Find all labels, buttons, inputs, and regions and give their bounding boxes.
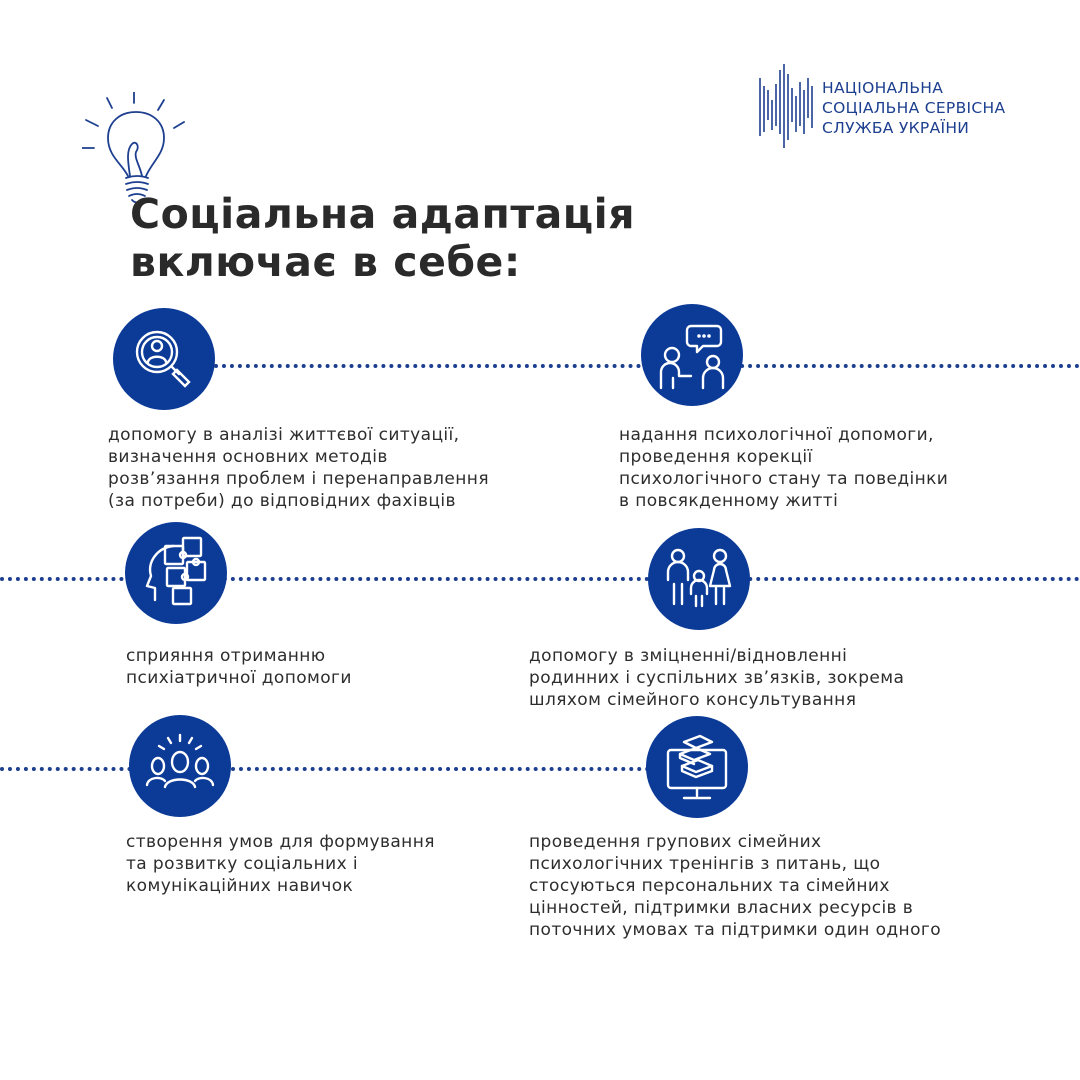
page-title <box>130 190 635 286</box>
item-icon-circle <box>125 522 227 624</box>
item-icon-circle <box>641 304 743 406</box>
magnifier-person-icon <box>113 308 215 410</box>
list-item <box>126 645 352 689</box>
item-text-line: визначення основних методів <box>108 447 388 467</box>
nsss-logo-icon <box>756 60 816 152</box>
item-text-line: сприяння отриманню <box>126 646 326 666</box>
item-text-line: проведення корекції <box>619 447 813 467</box>
item-text-line: цінностей, підтримки власних ресурсів в <box>529 898 914 918</box>
organization-name-line: СЛУЖБА УКРАЇНИ <box>822 119 970 137</box>
item-text-line: комунікаційних навичок <box>126 876 354 896</box>
list-item <box>108 424 489 512</box>
item-text-line: (за потреби) до відповідних фахівців <box>108 491 456 511</box>
item-text-line: та розвитку соціальних і <box>126 854 358 874</box>
consultation-icon <box>641 304 743 406</box>
family-icon <box>648 528 750 630</box>
item-text-line: створення умов для формування <box>126 832 435 852</box>
dotted-divider <box>0 767 650 771</box>
item-icon-circle <box>129 715 231 817</box>
list-item <box>126 831 435 897</box>
item-text-line: допомогу в аналізі життєвої ситуації, <box>108 425 460 445</box>
item-text-line: надання психологічної допомоги, <box>619 425 934 445</box>
list-item <box>529 645 904 711</box>
item-text-line: проведення групових сімейних <box>529 832 822 852</box>
item-text-line: шляхом сімейного консультування <box>529 690 857 710</box>
item-icon-circle <box>648 528 750 630</box>
title-line: включає в себе: <box>130 238 521 286</box>
item-text-line: психіатричної допомоги <box>126 668 352 688</box>
puzzle-head-icon <box>125 522 227 624</box>
item-text-line: поточних умовах та підтримки один одного <box>529 920 942 940</box>
item-text-line: психологічного стану та поведінки <box>619 469 949 489</box>
item-text-line: розв’язання проблем і перенаправлення <box>108 469 489 489</box>
organization-name-line: НАЦІОНАЛЬНА <box>822 79 944 97</box>
organization-name <box>822 78 1005 138</box>
item-text-line: психологічних тренінгів з питань, що <box>529 854 881 874</box>
item-icon-circle <box>646 716 748 818</box>
organization-name-line: СОЦІАЛЬНА СЕРВІСНА <box>822 99 1006 117</box>
item-text-line: допомогу в зміцненні/відновленні <box>529 646 848 666</box>
list-item <box>529 831 941 941</box>
item-text-line: в повсякденному житті <box>619 491 839 511</box>
item-text-line: родинних і суспільних зв’язків, зокрема <box>529 668 905 688</box>
item-icon-circle <box>113 308 215 410</box>
item-text-line: стосуються персональних та сімейних <box>529 876 890 896</box>
monitor-books-icon <box>646 716 748 818</box>
group-people-icon <box>129 715 231 817</box>
list-item <box>619 424 948 512</box>
title-line: Соціальна адаптація <box>130 190 636 238</box>
